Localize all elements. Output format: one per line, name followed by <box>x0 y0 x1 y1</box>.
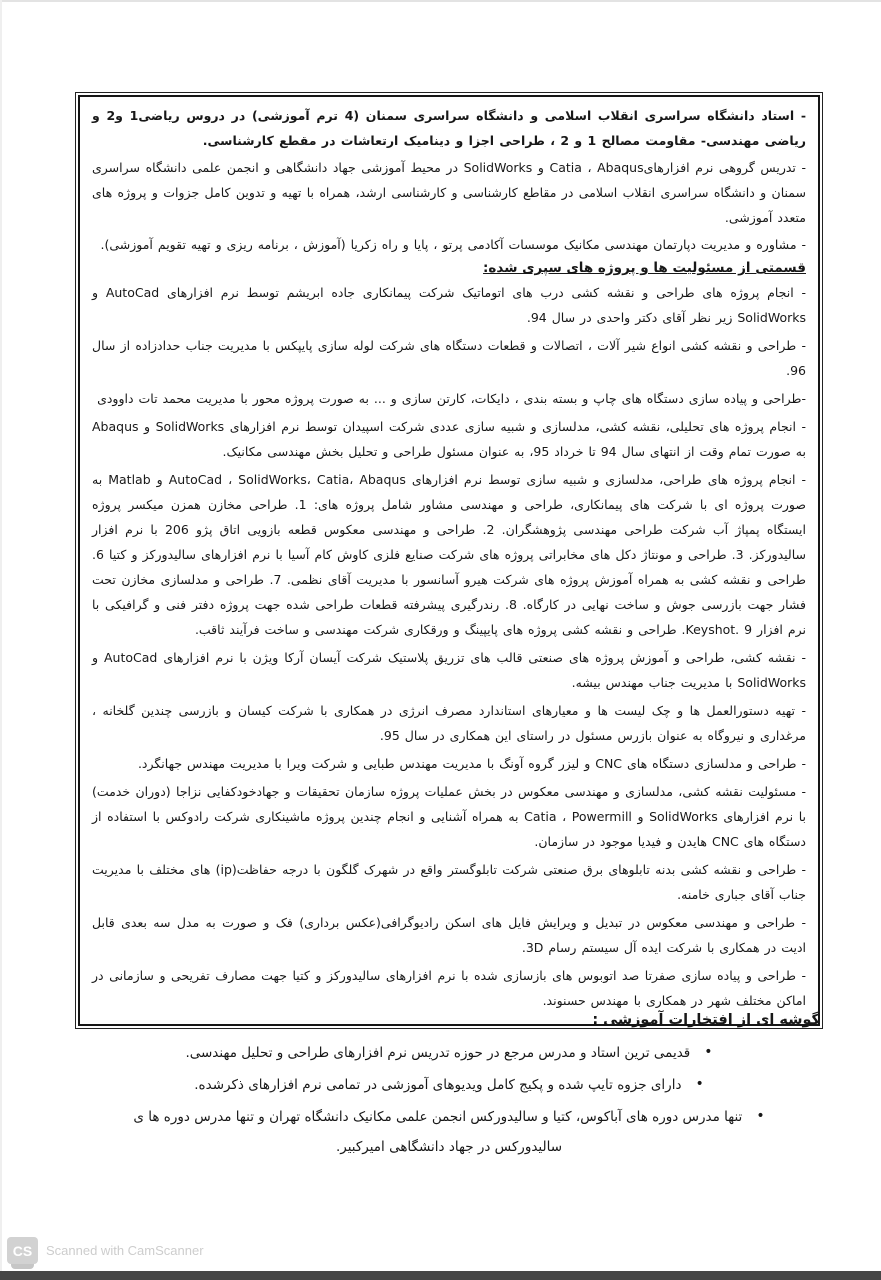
project-item: - طراحی و نقشه کشی انواع شیر آلات ، اتصالات و قطعات دستگاه های شرکت لوله سازی پایپکس با مدیریت جناب حدادزاده از سال 96. <box>92 338 806 378</box>
honors-list <box>129 1038 769 1162</box>
project-item: - انجام پروژه های طراحی، مدلسازی و شبیه سازی توسط نرم افزارهای AutoCad ، SolidWorks، Catia، Abaqus و Matlab به صورت پروژه ای با شرکت های پیمانکاری، طراحی و مهندسی مشاور شامل پروژه های: 1. طراحی مخازن همزن میکسر پروژه ایستگاه پمپاژ آب شرکت طراحی مهندسی پژوهشگران. 2. طراحی و مهندسی معکوس قطعه بازویی اتاق پژو 206 با نرم افزار سالیدورکز. 3. طراحی و مونتاژ دکل های مخابراتی پروژه های شرکت صنایع فلزی کاوش کام آسیا با نرم افزارهای سالیدورکز و کتیا 6. طراحی و نقشه کشی به همراه آموزش پروژه های شرکت هیرو آسانسور با مدیریت آقای نظمی. 7. طراحی و مدلسازی مخازن تحت فشار جهت بازرسی جوش و ساخت نهایی در کارگاه. 8. رندرگیری پیشرفته قطعات طراحی شده جهت پروژه دفتر فنی و گرافیکی با نرم افزار Keyshot. 9. طراحی و نقشه کشی پروژه های پایپینگ و ورقکاری شرکت مهندسی و ساخت فرآیند ثاقب. <box>92 472 807 637</box>
project-item: -طراحی و پیاده سازی دستگاه های چاپ و بسته بندی ، دایکات، کارتن سازی و ... به صورت پروژه محور با مدیریت محمد تات داوودی <box>97 391 806 406</box>
project-item: - طراحی و نقشه کشی بدنه تابلوهای برق صنعتی شرکت تابلوگستر واقع در شهرک گلگون با درجه حفاظت(ip) های مختلف با مدیریت جناب آقای جباری خامنه. <box>92 862 806 902</box>
camscanner-icon: CS <box>7 1237 38 1264</box>
project-item: - طراحی و مهندسی معکوس در تبدیل و ویرایش فایل های اسکن رادیوگرافی(عکس برداری) فک و صورت به مدل سه بعدی قابل ادیت در همکاری با شرکت ایده آل سیستم رسام 3D. <box>92 915 806 955</box>
intro-paragraph: - استاد دانشگاه سراسری انقلاب اسلامی و دانشگاه سراسری سمنان (4 ترم آموزشی) در دروس ریاضی1 و2 و ریاضی مهندسی- مقاومت مصالح 1 و 2 ، طراحی اجزا و دینامیک ارتعاشات در مقطع کارشناسی. <box>92 108 807 148</box>
watermark-text: Scanned with CamScanner <box>46 1243 204 1258</box>
experience-box <box>78 95 820 1026</box>
project-item: - انجام پروژه های طراحی و نقشه کشی درب های اتوماتیک شرکت پیمانکاری جاده ابریشم توسط نرم افزارهای AutoCad و SolidWorks زیر نظر آقای دکتر واحدی در سال 94. <box>92 285 806 325</box>
honors-item: • قدیمی ترین استاد و مدرس مرجع در حوزه تدریس نرم افزارهای طراحی و تحلیل مهندسی. <box>129 1038 769 1068</box>
intro-paragraph: - مشاوره و مدیریت دپارتمان مهندسی مکانیک موسسات آکادمی پرتو ، پایا و راه زکریا (آموزش ، برنامه ریزی و تهیه تقویم آموزشی). <box>100 237 806 252</box>
project-item: - طراحی و پیاده سازی صفرتا صد اتوبوس های بازسازی شده با نرم افزارهای سالیدورکز و کتیا جهت مصارف تفریحی و سازمانی در اماکن مختلف شهر در همکاری با مهندس حسنوند. <box>92 968 806 1008</box>
project-item: - انجام پروژه های تحلیلی، نقشه کشی، مدلسازی و شبیه سازی عددی شرکت اسپیدان توسط نرم افزارهای SolidWorks و Abaqus به صورت تمام وقت از انتهای سال 94 تا خرداد 95، به عنوان مسئول طراحی و تحلیل بخش مهندسی مکانیک. <box>92 419 807 459</box>
intro-paragraph: - تدریس گروهی نرم افزارهایCatia ، Abaqus و SolidWorks در محیط آموزشی جهاد دانشگاهی و انجمن علمی دانشگاه سراسری سمنان و دانشگاه سراسری انقلاب اسلامی در مقاطع کارشناسی و کارشناسی ارشد، همراه با تهیه و تدوین کامل جزوات و پروژه های متعدد آموزشی. <box>92 160 806 225</box>
camscanner-watermark <box>7 1237 204 1264</box>
project-item: - تهیه دستورالعمل ها و چک لیست ها و معیارهای استاندارد مصرف انرژی در همکاری با شرکت کیسان و بازرسی چندین گلخانه ، مرغداری و نیروگاه به عنوان بازرس مسئول در راستای این همکاری در سال 95. <box>92 703 806 743</box>
scan-edge <box>0 0 2 1280</box>
honors-item: • تنها مدرس دوره های آباکوس، کتیا و سالیدورکس انجمن علمی مکانیک دانشگاه تهران و تنها مدرس دوره ها ی سالیدورکس در جهاد دانشگاهی امیرکبیر. <box>129 1102 769 1162</box>
project-item: - نقشه کشی، طراحی و آموزش پروژه های صنعتی قالب های تزریق پلاستیک شرکت آیسان آرکا ویژن با نرم افزارهای AutoCad و SolidWorks با مدیریت جناب مهندس بیشه. <box>92 650 806 690</box>
project-item: - طراحی و مدلسازی دستگاه های CNC و لیزر گروه آونگ با مدیریت مهندس طبایی و شرکت ویرا با مدیریت مهندس جهانگرد. <box>137 756 806 771</box>
honors-section <box>78 1012 820 1164</box>
project-item: - مسئولیت نقشه کشی، مدلسازی و مهندسی معکوس در بخش عملیات پروژه سازمان تحقیقات و جهادخودکفایی نزاجا (دوران خدمت) با نرم افزارهای SolidWorks و Catia ، Powermill به همراه آشنایی و انجام چندین پروژه ماشینکاری شرکت رادوکس با استفاده از دستگاه های CNC هایدن و فیدیا موجود در سازمان. <box>92 784 806 849</box>
responsibilities-section-heading: قسمتی از مسئولیت ها و پروژه های سپری شده: <box>483 260 806 276</box>
scan-bottom-bar <box>0 1271 881 1280</box>
scan-edge <box>0 0 881 2</box>
honors-heading: گوشه ای از افتخارات آموزشی : <box>592 1012 820 1028</box>
honors-item: • دارای جزوه تایپ شده و پکیج کامل ویدیوهای آموزشی در تمامی نرم افزارهای ذکرشده. <box>129 1070 769 1100</box>
